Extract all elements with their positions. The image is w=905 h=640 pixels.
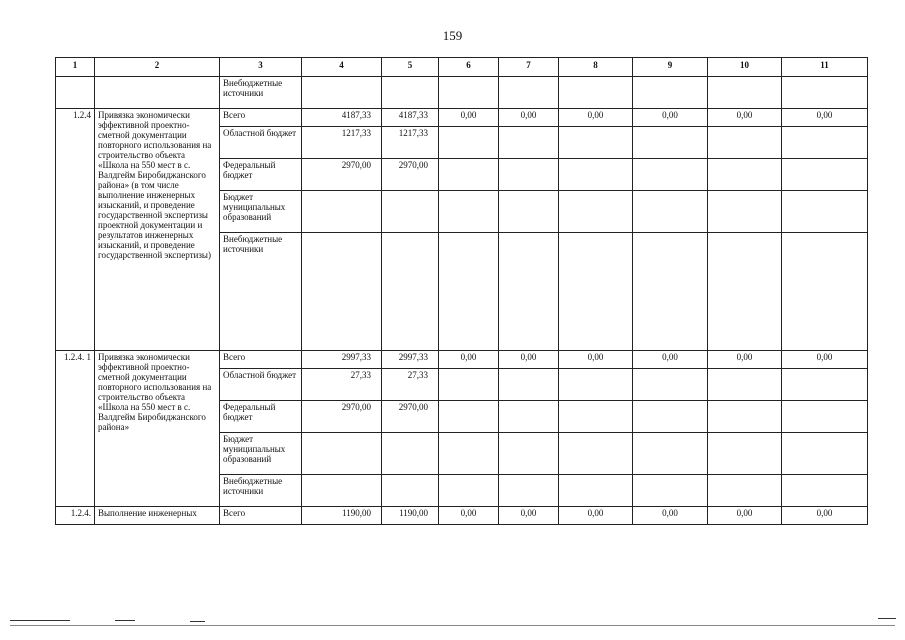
value-cell (439, 233, 499, 351)
value-cell (633, 77, 708, 109)
table-row (56, 77, 868, 109)
value-cell: 0,00 (559, 351, 633, 369)
header-row (56, 58, 868, 77)
value-cell (499, 433, 559, 475)
funding-source: Внебюджетные источники (220, 233, 302, 351)
value-cell (708, 369, 782, 401)
value-cell: 0,00 (559, 109, 633, 127)
header-cell: 9 (633, 58, 708, 77)
value-cell (559, 475, 633, 507)
value-cell (559, 191, 633, 233)
row-code: 1.2.4. 1 (56, 351, 95, 507)
value-cell (782, 433, 868, 475)
value-cell (559, 433, 633, 475)
header-cell: 5 (382, 58, 439, 77)
value-cell: 4187,33 (382, 109, 439, 127)
value-cell: 0,00 (439, 351, 499, 369)
value-cell: 0,00 (782, 507, 868, 525)
row-name: Привязка экономически эффективной проектно-сметной документации повторного использования на строительство объекта «Школа на 550 мест в с. Валдгейм Биробиджанского района» (95, 351, 220, 507)
value-cell (708, 159, 782, 191)
value-cell: 0,00 (708, 507, 782, 525)
row-code: 1.2.4. (56, 507, 95, 525)
row-name: Выполнение инженерных (95, 507, 220, 525)
value-cell (782, 475, 868, 507)
value-cell (439, 369, 499, 401)
funding-source: Бюджет муниципальных образований (220, 191, 302, 233)
value-cell (302, 233, 382, 351)
value-cell: 0,00 (439, 109, 499, 127)
value-cell (782, 191, 868, 233)
value-cell (499, 159, 559, 191)
value-cell: 4187,33 (302, 109, 382, 127)
value-cell (559, 159, 633, 191)
funding-source: Федеральный бюджет (220, 159, 302, 191)
value-cell: 0,00 (782, 109, 868, 127)
value-cell: 0,00 (559, 507, 633, 525)
value-cell (782, 401, 868, 433)
value-cell (782, 127, 868, 159)
value-cell: 27,33 (302, 369, 382, 401)
funding-source: Областной бюджет (220, 127, 302, 159)
value-cell (708, 77, 782, 109)
value-cell: 0,00 (633, 109, 708, 127)
value-cell (559, 401, 633, 433)
value-cell (782, 233, 868, 351)
row-name (95, 77, 220, 109)
funding-source: Внебюджетные источники (220, 77, 302, 109)
value-cell (302, 475, 382, 507)
scan-line (878, 618, 896, 619)
scan-line (10, 625, 895, 626)
value-cell (439, 127, 499, 159)
row-code: 1.2.4 (56, 109, 95, 351)
value-cell (439, 191, 499, 233)
value-cell (708, 233, 782, 351)
value-cell (499, 127, 559, 159)
value-cell (633, 401, 708, 433)
value-cell: 1190,00 (302, 507, 382, 525)
scan-line (190, 621, 205, 622)
value-cell (633, 433, 708, 475)
value-cell (782, 369, 868, 401)
value-cell (708, 191, 782, 233)
value-cell (439, 433, 499, 475)
value-cell: 0,00 (499, 351, 559, 369)
value-cell (499, 77, 559, 109)
funding-source: Всего (220, 109, 302, 127)
value-cell: 1190,00 (382, 507, 439, 525)
value-cell (782, 77, 868, 109)
value-cell (708, 475, 782, 507)
value-cell (382, 191, 439, 233)
header-cell: 2 (95, 58, 220, 77)
value-cell (499, 233, 559, 351)
value-cell (708, 401, 782, 433)
funding-source: Всего (220, 351, 302, 369)
value-cell (708, 433, 782, 475)
value-cell (439, 401, 499, 433)
value-cell (633, 475, 708, 507)
funding-source: Всего (220, 507, 302, 525)
value-cell (782, 159, 868, 191)
header-cell: 10 (708, 58, 782, 77)
value-cell (302, 191, 382, 233)
value-cell (499, 401, 559, 433)
value-cell (382, 475, 439, 507)
value-cell (439, 159, 499, 191)
header-cell: 4 (302, 58, 382, 77)
value-cell: 2997,33 (382, 351, 439, 369)
row-name: Привязка экономически эффективной проектно-сметной документации повторного использования на строительство объекта «Школа на 550 мест в с. Валдгейм Биробиджанского района» (в том числе выполнение инженерных изысканий, и проведение государственной экспертизы проектной документации и результатов инженерных изысканий, и проведение государственной экспертизы) (95, 109, 220, 351)
header-cell: 6 (439, 58, 499, 77)
header-cell: 7 (499, 58, 559, 77)
value-cell: 0,00 (439, 507, 499, 525)
value-cell (633, 369, 708, 401)
value-cell: 0,00 (499, 507, 559, 525)
value-cell (559, 369, 633, 401)
value-cell: 0,00 (499, 109, 559, 127)
page-number: 159 (442, 28, 463, 43)
scan-line (10, 620, 70, 621)
header-cell: 1 (56, 58, 95, 77)
funding-source: Федеральный бюджет (220, 401, 302, 433)
row-code (56, 77, 95, 109)
value-cell: 0,00 (633, 351, 708, 369)
value-cell: 27,33 (382, 369, 439, 401)
value-cell (499, 191, 559, 233)
funding-source: Областной бюджет (220, 369, 302, 401)
value-cell (559, 233, 633, 351)
table-row (56, 109, 868, 127)
value-cell (633, 127, 708, 159)
value-cell (382, 433, 439, 475)
value-cell (559, 77, 633, 109)
value-cell (559, 127, 633, 159)
value-cell: 2970,00 (382, 159, 439, 191)
value-cell (499, 475, 559, 507)
value-cell: 1217,33 (382, 127, 439, 159)
value-cell: 0,00 (782, 351, 868, 369)
budget-table (55, 57, 868, 525)
value-cell (708, 127, 782, 159)
value-cell (302, 433, 382, 475)
value-cell: 1217,33 (302, 127, 382, 159)
table-row (56, 507, 868, 525)
funding-source: Внебюджетные источники (220, 475, 302, 507)
value-cell (633, 159, 708, 191)
value-cell: 0,00 (633, 507, 708, 525)
table-row (56, 351, 868, 369)
header-cell: 11 (782, 58, 868, 77)
value-cell: 0,00 (708, 351, 782, 369)
value-cell: 0,00 (708, 109, 782, 127)
funding-source: Бюджет муниципальных образований (220, 433, 302, 475)
value-cell (302, 77, 382, 109)
header-cell: 3 (220, 58, 302, 77)
value-cell (382, 233, 439, 351)
scan-line (115, 620, 135, 621)
value-cell (633, 191, 708, 233)
value-cell: 2970,00 (302, 159, 382, 191)
value-cell (382, 77, 439, 109)
value-cell (499, 369, 559, 401)
header-cell: 8 (559, 58, 633, 77)
value-cell: 2970,00 (382, 401, 439, 433)
value-cell (439, 475, 499, 507)
value-cell: 2970,00 (302, 401, 382, 433)
value-cell: 2997,33 (302, 351, 382, 369)
value-cell (633, 233, 708, 351)
value-cell (439, 77, 499, 109)
